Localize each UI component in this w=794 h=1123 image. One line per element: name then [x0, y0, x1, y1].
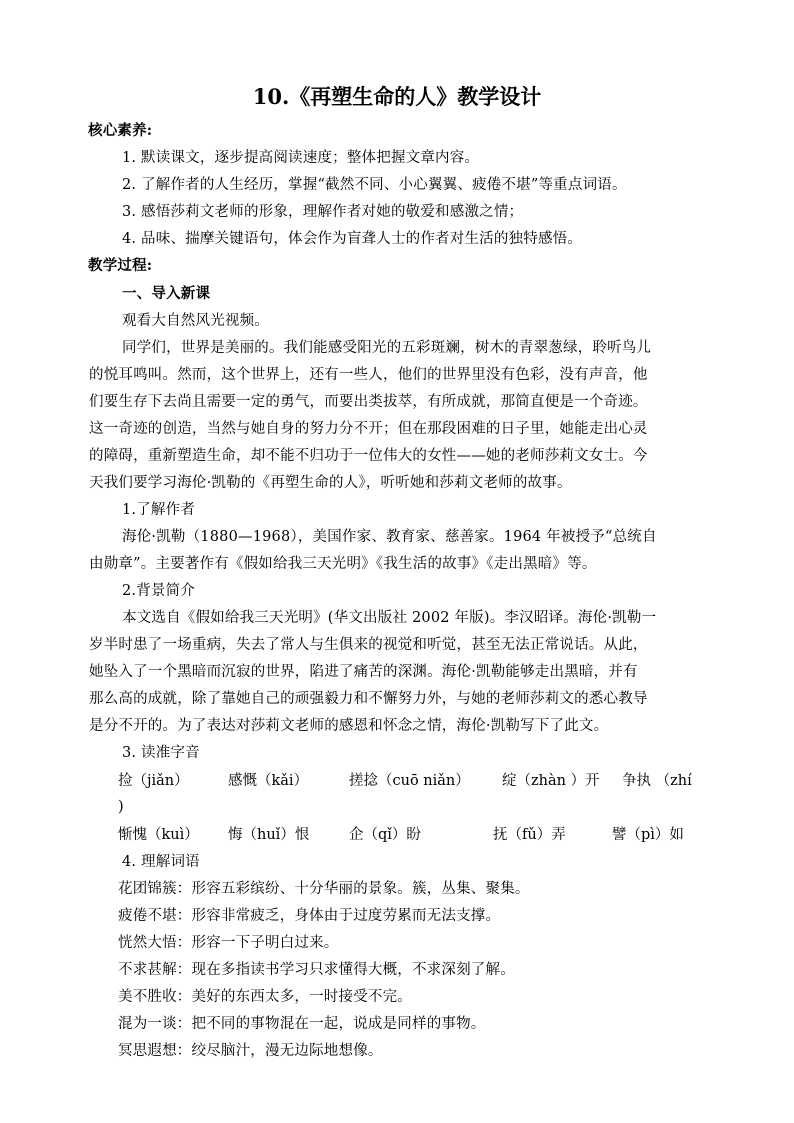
paragraph-line: 同学们，世界是美丽的。我们能感受阳光的五彩斑斓，树木的青翠葱绿，聆听鸟儿 — [122, 340, 652, 356]
paragraph-line: 由勋章”。主要著作有《假如给我三天光明》《我生活的故事》《走出黑暗》等。 — [89, 556, 597, 572]
subsection-heading: 1.了解作者 — [122, 502, 196, 518]
pronunciation-item: 抚（fǔ）弄 — [493, 827, 566, 843]
pronunciation-item: 捡（jiǎn） — [118, 773, 189, 789]
vocab-item: 不求甚解：现在多指读书学习只求懂得大概，不求深刻了解。 — [118, 962, 515, 978]
paragraph-line: 本文选自《假如给我三天光明》(华文出版社 2002 年版)。李汉昭译。海伦·凯勒一 — [122, 610, 657, 626]
vocab-item: 混为一谈：把不同的事物混在一起，说成是同样的事物。 — [118, 1016, 486, 1032]
pronunciation-item: 感慨（kǎi） — [228, 773, 309, 789]
paragraph-line: 们要生存下去尚且需要一定的勇气，而要出类拔萃，有所成就，那简直便是一个奇迹。 — [89, 394, 648, 410]
paragraph-line: 那么高的成就，除了靠她自己的顽强毅力和不懈努力外，与她的老师莎莉文的悉心教导 — [89, 691, 648, 707]
paragraph-line: 的障碍，重新塑造生命，却不能不归功于一位伟大的女性——她的老师莎莉文女士。今 — [89, 448, 648, 464]
subsection-heading: 3. 读准字音 — [122, 745, 200, 761]
subsection-heading: 4. 理解词语 — [122, 854, 200, 870]
paragraph-line: 的悦耳鸣叫。然而，这个世界上，还有一些人，他们的世界里没有色彩，没有声音，他 — [89, 367, 648, 383]
vocab-item: 恍然大悟：形容一下子明白过来。 — [118, 935, 339, 951]
process-heading: 教学过程: — [88, 257, 153, 274]
document-title: 10.《再塑生命的人》教学设计 — [252, 84, 542, 109]
vocab-item: 疲倦不堪：形容非常疲乏，身体由于过度劳累而无法支撑。 — [118, 908, 501, 924]
vocab-item: 美不胜收：美好的东西太多，一时接受不完。 — [118, 989, 412, 1005]
paragraph-line: 这一奇迹的创造，当然与她自身的努力分不开；但在那段困难的日子里，她能走出心灵 — [89, 421, 648, 437]
pronunciation-item: 争执 （zhí — [622, 773, 692, 789]
vocab-item: 花团锦簇：形容五彩缤纷、十分华丽的景象。簇，丛集、聚集。 — [118, 881, 530, 897]
pronunciation-item: 悔（huǐ）恨 — [228, 827, 310, 843]
core-item: 3. 感悟莎莉文老师的形象，理解作者对她的敬爱和感激之情； — [122, 204, 524, 220]
core-item: 1. 默读课文，逐步提高阅读速度；整体把握文章内容。 — [122, 150, 480, 166]
core-item: 4. 品味、揣摩关键语句，体会作为盲聋人士的作者对生活的独特感悟。 — [122, 231, 583, 247]
paragraph-line: 海伦·凯勒（1880—1968），美国作家、教育家、慈善家。1964 年被授予“总统自 — [122, 529, 657, 545]
paragraph-line: 是分不开的。为了表达对莎莉文老师的感恩和怀念之情，海伦·凯勒写下了此文。 — [89, 718, 609, 734]
pronunciation-item: 譬（pì）如 — [612, 827, 684, 843]
vocab-item: 冥思遐想：绞尽脑汁，漫无边际地想像。 — [118, 1043, 383, 1059]
intro-line: 观看大自然风光视频。 — [122, 313, 269, 329]
pronunciation-item: 搓捻（cuō niǎn） — [349, 773, 470, 789]
pronunciation-wrap: ) — [118, 799, 124, 815]
core-heading: 核心素养: — [88, 122, 153, 139]
paragraph-line: 天我们要学习海伦·凯勒的《再塑生命的人》，听听她和莎莉文老师的故事。 — [89, 475, 572, 491]
subsection-heading: 2.背景简介 — [122, 583, 196, 599]
section-heading: 一、导入新课 — [122, 285, 211, 302]
core-item: 2. 了解作者的人生经历，掌握“截然不同、小心翼翼、疲倦不堪”等重点词语。 — [122, 177, 627, 193]
pronunciation-item: 企（qǐ）盼 — [349, 827, 421, 843]
paragraph-line: 岁半时患了一场重病，失去了常人与生俱来的视觉和听觉，甚至无法正常说话。从此， — [89, 637, 648, 653]
pronunciation-item: 绽（zhàn ）开 — [502, 773, 600, 789]
paragraph-line: 她坠入了一个黑暗而沉寂的世界，陷进了痛苦的深渊。海伦·凯勒能够走出黑暗，并有 — [89, 664, 638, 680]
pronunciation-item: 惭愧（kuì） — [118, 827, 199, 843]
